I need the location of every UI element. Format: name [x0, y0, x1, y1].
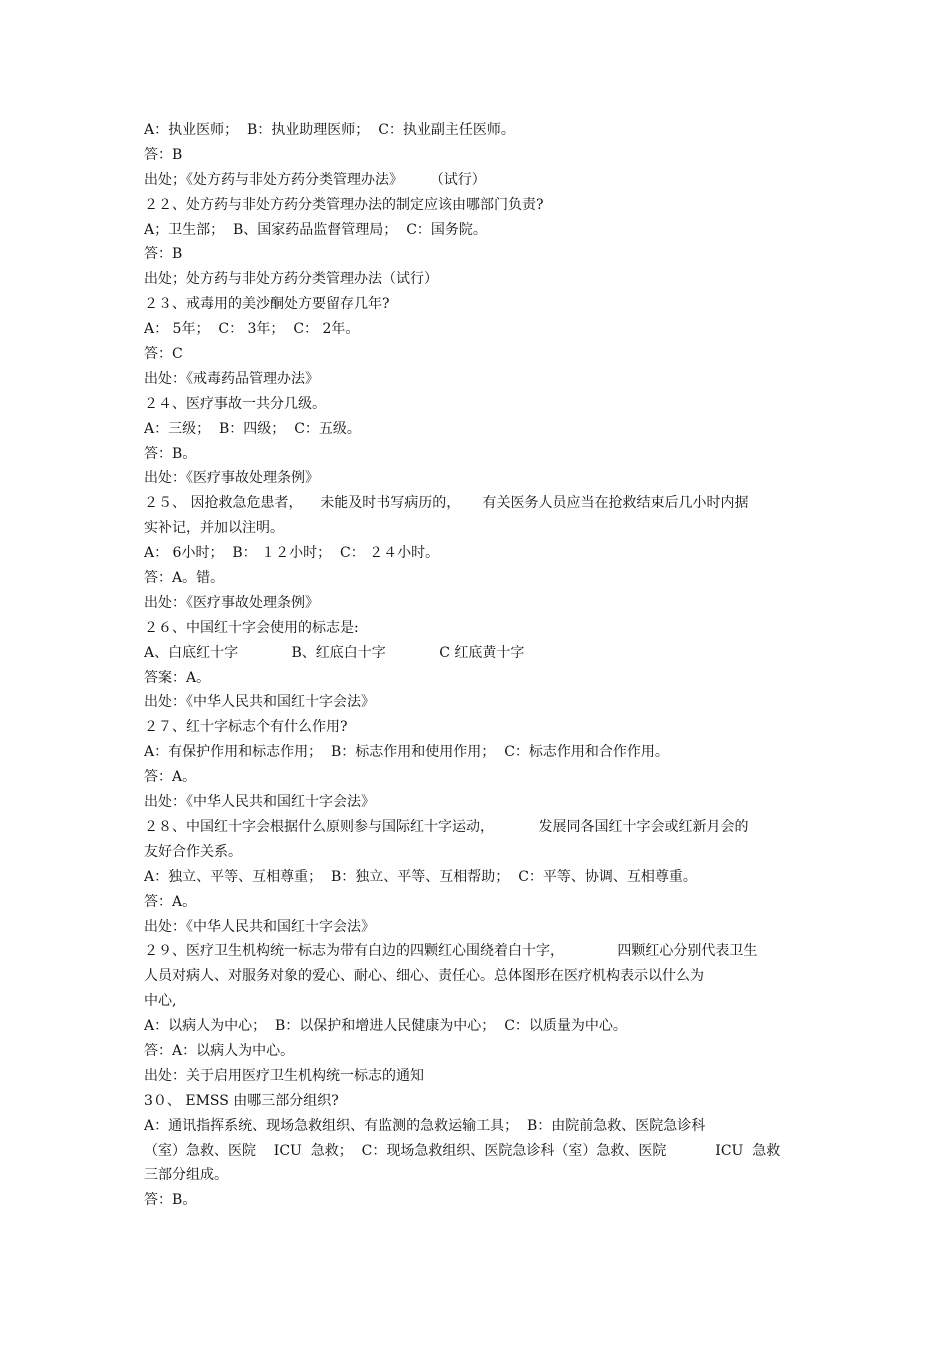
text-line: ２４、医疗事故一共分几级。	[144, 395, 326, 412]
text-line: ２６、中国红十字会使用的标志是:	[144, 619, 359, 636]
text-line: 出处：《中华人民共和国红十字会法》	[144, 918, 375, 935]
text-line: 3０、 EMSS 由哪三部分组织?	[144, 1092, 339, 1109]
text-line: A；卫生部； B、国家药品监督管理局； C：国务院。	[144, 221, 487, 238]
text-line: A、白底红十字 B、红底白十字 C 红底黄十字	[144, 644, 525, 661]
text-line: A：通讯指挥系统、现场急救组织、有监测的急救运输工具； B：由院前急救、医院急诊科	[144, 1117, 706, 1134]
text-line: A：有保护作用和标志作用； B：标志作用和使用作用； C：标志作用和合作作用。	[144, 744, 669, 761]
text-line: 出处：《医疗事故处理条例》	[144, 470, 319, 487]
text-line: A：独立、平等、互相尊重； B：独立、平等、互相帮助； C：平等、协调、互相尊重。	[144, 868, 697, 885]
text-line: 答：A：以病人为中心。	[144, 1042, 295, 1059]
text-line: 三部分组成。	[144, 1167, 228, 1184]
text-line: 出处：《中华人民共和国红十字会法》	[144, 794, 375, 811]
text-line: 答：B	[144, 246, 183, 263]
document-body	[144, 118, 834, 1213]
text-line: 人员对病人、对服务对象的爱心、耐心、细心、责任心。总体图形在医疗机构表示以什么为	[144, 968, 704, 985]
text-line: 答：C	[144, 346, 183, 363]
text-line: A：三级； B：四级； C：五级。	[144, 420, 361, 437]
text-line: 出处；《处方药与非处方药分类管理办法》 （试行）	[144, 171, 486, 188]
text-line: A：执业医师； B：执业助理医师； C：执业副主任医师。	[144, 122, 515, 138]
text-line: 答：A。	[144, 769, 197, 786]
text-line: A： 6小时； B： １２小时； C： ２４小时。	[144, 545, 440, 562]
text-line: 出处：关于启用医疗卫生机构统一标志的通知	[144, 1067, 424, 1084]
text-line: 答：B。	[144, 1192, 197, 1209]
text-line: 出处：《医疗事故处理条例》	[144, 594, 319, 611]
text-line: 出处：《中华人民共和国红十字会法》	[144, 694, 375, 711]
text-line: ２２、处方药与非处方药分类管理办法的制定应该由哪部门负责?	[144, 196, 544, 213]
text-line: 答：A。错。	[144, 570, 225, 587]
text-line: ２３、戒毒用的美沙酮处方要留存几年?	[144, 296, 390, 313]
text-line: A：以病人为中心； B：以保护和增进人民健康为中心； C：以质量为中心。	[144, 1018, 627, 1035]
text-line: （室）急救、医院 ICU 急救； C：现场急救组织、医院急诊科（室）急救、医院 ICU 急救	[144, 1142, 781, 1159]
text-line: 实补记，并加以注明。	[144, 520, 284, 537]
text-line: 答：B	[144, 146, 183, 163]
text-line: ２９、医疗卫生机构统一标志为带有白边的四颗红心围绕着白十字， 四颗红心分别代表卫生	[144, 943, 758, 960]
text-line: 出处；处方药与非处方药分类管理办法（试行）	[144, 271, 438, 288]
text-line: ２５、 因抢救急危患者， 未能及时书写病历的， 有关医务人员应当在抢救结束后几小时内据	[144, 495, 749, 512]
text-line: 答：B。	[144, 445, 197, 462]
text-line: 中心,	[144, 993, 177, 1010]
text-line: ２８、中国红十字会根据什么原则参与国际红十字运动， 发展同各国红十字会或红新月会的	[144, 818, 749, 835]
text-line: ２７、红十字标志个有什么作用?	[144, 719, 348, 736]
text-line: A： 5年； C： 3年； C： 2年。	[144, 321, 360, 338]
text-line: 答案：A。	[144, 669, 211, 686]
text-line: 出处：《戒毒药品管理办法》	[144, 370, 319, 387]
text-line: 友好合作关系。	[144, 843, 242, 860]
text-line: 答：A。	[144, 893, 197, 910]
